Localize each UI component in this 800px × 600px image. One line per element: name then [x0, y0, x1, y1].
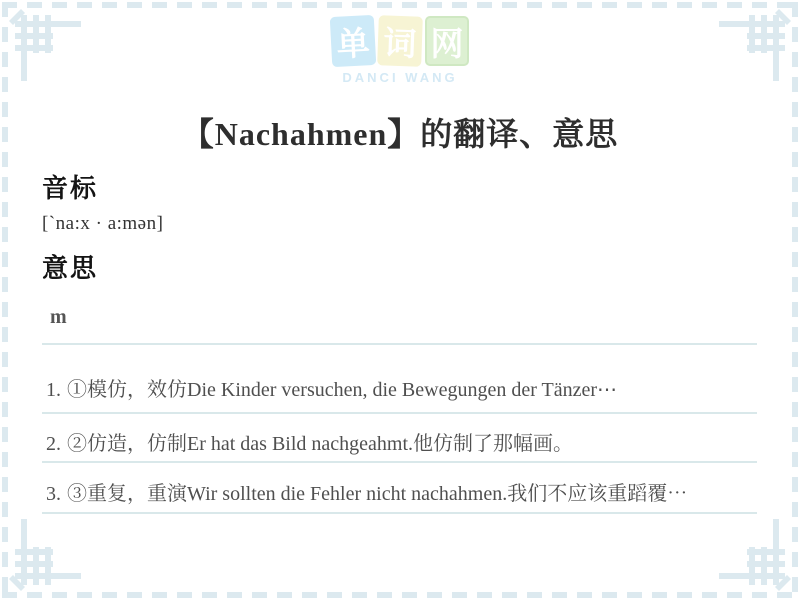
meaning-item-number: 1. [46, 379, 61, 401]
meaning-item-2 [46, 427, 758, 456]
meaning-item-number: 2. [46, 433, 61, 455]
separator-line [42, 343, 757, 345]
part-of-speech-label: m [50, 306, 67, 328]
frame-dashed-edge-left [2, 2, 8, 598]
phonetic-value: [`na:x · a:mən] [42, 213, 164, 234]
frame-corner-ornament-icon [717, 517, 797, 597]
meaning-item-text: ③重复，重演Wir sollten die Fehler nicht nachahmen.我们不应该重蹈覆⋯ [67, 483, 688, 505]
meaning-item-text: ①模仿，效仿Die Kinder versuchen, die Bewegungen der Tänzer⋯ [67, 379, 618, 401]
phonetic-heading: 音标 [42, 174, 99, 203]
separator-line [42, 461, 757, 463]
frame-dashed-edge-top [2, 2, 798, 8]
logo-tile-ci: 词 [377, 15, 423, 67]
frame-corner-ornament-icon [3, 517, 83, 597]
meaning-item-number: 3. [46, 483, 61, 505]
separator-line [42, 512, 757, 514]
meaning-item-1 [46, 373, 758, 402]
separator-line [42, 412, 757, 414]
site-logo[interactable] [0, 16, 800, 85]
frame-dashed-edge-bottom [2, 592, 798, 598]
meaning-item-3 [46, 477, 758, 506]
meaning-item-text: ②仿造，仿制Er hat das Bild nachgeahmt.他仿制了那幅画。 [67, 433, 574, 455]
meaning-heading: 意思 [42, 254, 99, 283]
logo-tile-dan: 单 [330, 15, 377, 67]
frame-dashed-edge-right [792, 2, 798, 598]
page-title: 【Nachahmen】的翻译、意思 [181, 116, 619, 153]
logo-subtext: DANCI WANG [342, 70, 458, 85]
logo-tiles [0, 16, 800, 66]
logo-tile-wang: 网 [425, 16, 469, 66]
